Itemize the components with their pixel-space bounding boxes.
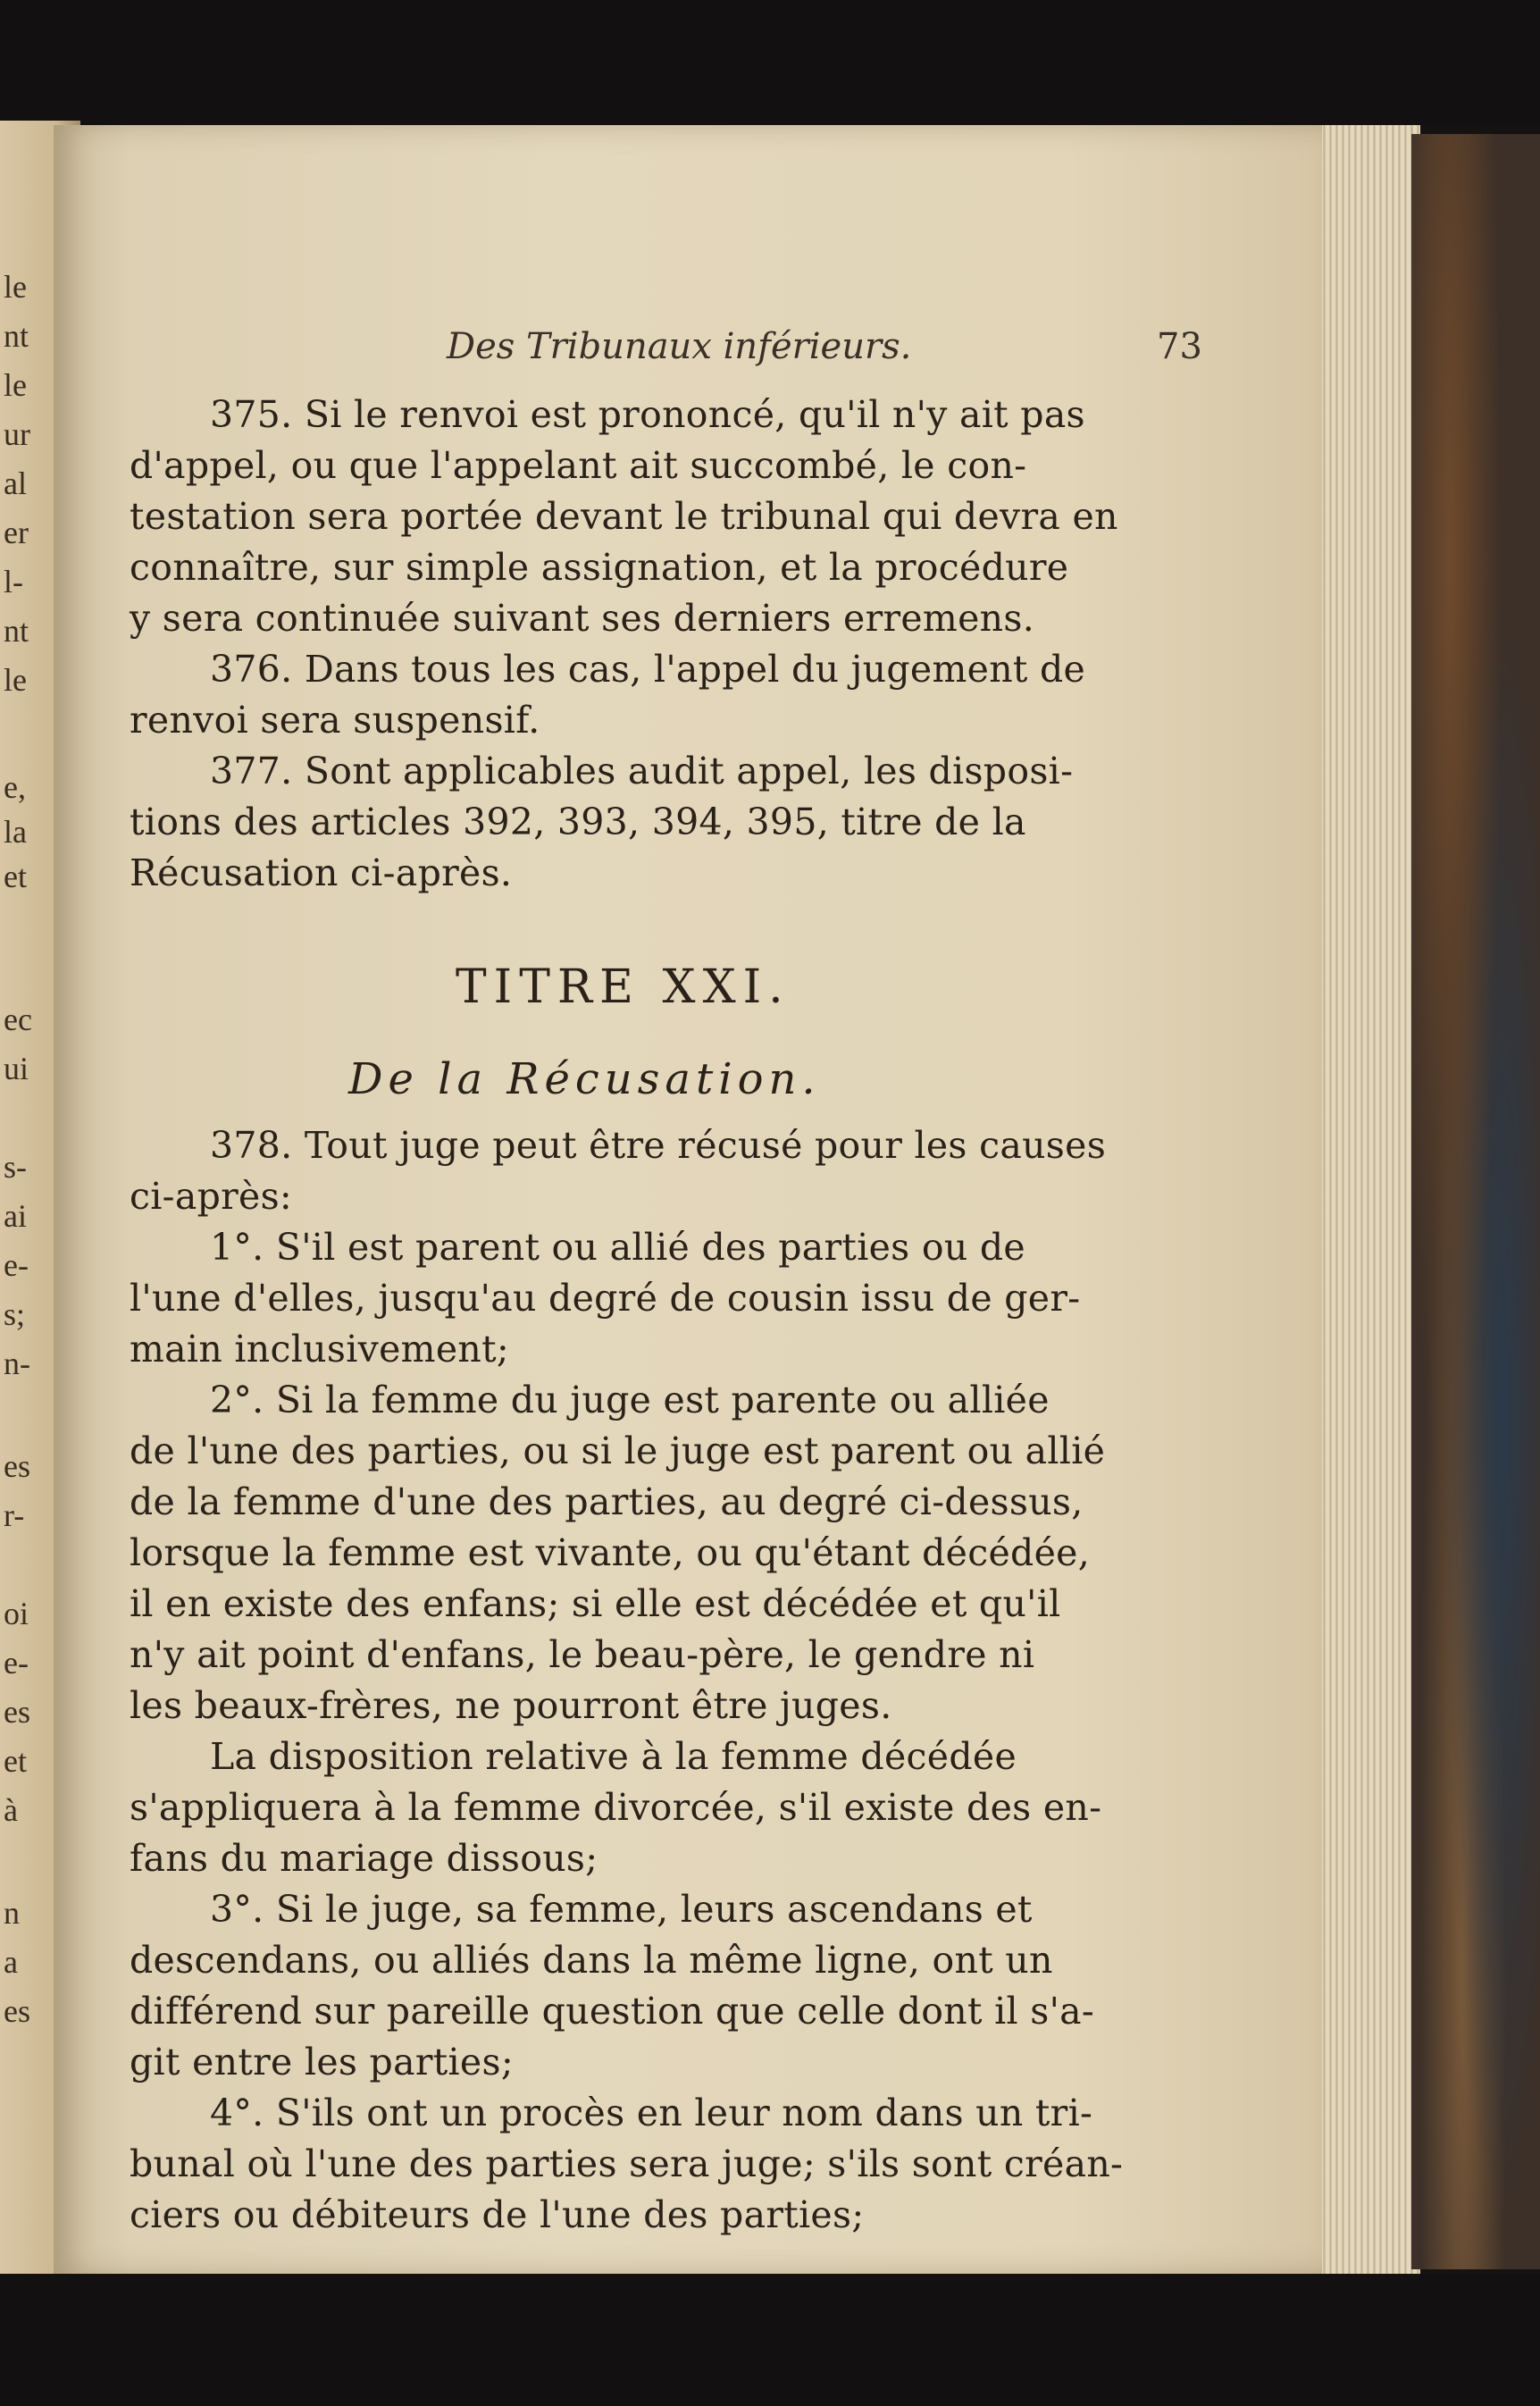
text-line: les beaux-frères, ne pourront être juges. [130, 1684, 892, 1727]
text-line: descendans, ou alliés dans la même ligne, ont un [130, 1939, 1053, 1982]
facing-page-fragment: ui [4, 1051, 29, 1086]
text-line: fans du mariage dissous; [130, 1837, 598, 1880]
marbled-edge [1411, 134, 1540, 2269]
facing-page-fragment: n [4, 1895, 20, 1931]
facing-page-fragment: ec [4, 1002, 32, 1037]
text-line: 376. Dans tous les cas, l'appel du jugement de [210, 648, 1086, 691]
text-line: ci-après: [130, 1175, 293, 1218]
text-line: testation sera portée devant le tribunal qui devra en [130, 495, 1118, 538]
text-line: il en existe des enfans; si elle est décédée et qu'il [130, 1582, 1061, 1625]
book-page [54, 125, 1322, 2274]
text-line: 375. Si le renvoi est prononcé, qu'il n'y ait pas [210, 393, 1085, 436]
text-line: d'appel, ou que l'appelant ait succombé, le con- [130, 444, 1027, 487]
facing-page-fragment: al [4, 465, 27, 501]
page-edges [1313, 125, 1420, 2278]
text-line: renvoi sera suspensif. [130, 699, 540, 742]
text-line: de l'une des parties, ou si le juge est parent ou allié [130, 1429, 1106, 1472]
scan-background-bottom [0, 2274, 1540, 2406]
facing-page-fragment: s- [4, 1149, 27, 1185]
text-line: Récusation ci-après. [130, 851, 513, 894]
scan-background-top [0, 0, 1540, 125]
text-line: 4°. S'ils ont un procès en leur nom dans un tri- [210, 2092, 1093, 2134]
page-number: 73 [1157, 326, 1202, 367]
facing-page-fragment: nt [4, 613, 29, 649]
text-line: de la femme d'une des parties, au degré ci-dessus, [130, 1480, 1084, 1523]
facing-page-fragment: e- [4, 1645, 29, 1681]
section-title: TITRE XXI. [456, 960, 791, 1014]
text-line: lorsque la femme est vivante, ou qu'étant décédée, [130, 1531, 1091, 1574]
facing-page-fragment: es [4, 1993, 30, 2029]
facing-page-fragment: es [4, 1448, 30, 1484]
facing-page-fragment: ai [4, 1198, 27, 1234]
facing-page-fragment: a [4, 1944, 18, 1980]
text-line: main inclusivement; [130, 1328, 509, 1371]
section-subtitle: De la Récusation. [348, 1054, 821, 1104]
text-line: y sera continuée suivant ses derniers erremens. [130, 597, 1035, 640]
facing-page-fragment: la [4, 814, 27, 850]
text-line: l'une d'elles, jusqu'au degré de cousin issu de ger- [130, 1277, 1081, 1320]
facing-page-fragment: es [4, 1694, 30, 1730]
facing-page-fragment: et [4, 859, 27, 894]
running-header [54, 326, 1322, 380]
text-line: 3°. Si le juge, sa femme, leurs ascendans et [210, 1888, 1033, 1931]
text-line: s'appliquera à la femme divorcée, s'il existe des en- [130, 1786, 1102, 1829]
facing-page-fragment: r- [4, 1497, 25, 1533]
text-line: 378. Tout juge peut être récusé pour les causes [210, 1124, 1107, 1167]
facing-page-fragment: le [4, 662, 27, 698]
text-line: bunal où l'une des parties sera juge; s'ils sont créan- [130, 2142, 1124, 2185]
text-line: connaître, sur simple assignation, et la procédure [130, 546, 1069, 589]
text-line: git entre les parties; [130, 2041, 514, 2083]
facing-page-fragment: ur [4, 416, 30, 452]
facing-page-fragment: l- [4, 564, 23, 599]
text-line: 2°. Si la femme du juge est parente ou alliée [210, 1379, 1050, 1421]
running-title: Des Tribunaux inférieurs. [447, 326, 912, 367]
facing-page-fragment: s; [4, 1296, 26, 1332]
text-line: 1°. S'il est parent ou allié des parties ou de [210, 1226, 1025, 1269]
text-line: n'y ait point d'enfans, le beau-père, le gendre ni [130, 1633, 1035, 1676]
text-line: différend sur pareille question que celle dont il s'a- [130, 1990, 1095, 2033]
facing-page-fragment: n- [4, 1346, 30, 1381]
text-line: 377. Sont applicables audit appel, les disposi- [210, 750, 1074, 792]
facing-page-fragment: nt [4, 318, 29, 354]
facing-page-fragment: à [4, 1792, 18, 1828]
facing-page-fragment: e- [4, 1247, 29, 1283]
facing-page-fragment: le [4, 269, 27, 305]
facing-page-fragment: et [4, 1743, 27, 1779]
facing-page-fragment: er [4, 515, 29, 550]
text-line: tions des articles 392, 393, 394, 395, titre de la [130, 801, 1026, 843]
facing-page-fragment: oi [4, 1596, 29, 1631]
text-line: La disposition relative à la femme décédée [210, 1735, 1017, 1778]
facing-page-fragment: le [4, 367, 27, 403]
text-line: ciers ou débiteurs de l'une des parties; [130, 2193, 865, 2236]
facing-page-fragment: e, [4, 769, 26, 805]
